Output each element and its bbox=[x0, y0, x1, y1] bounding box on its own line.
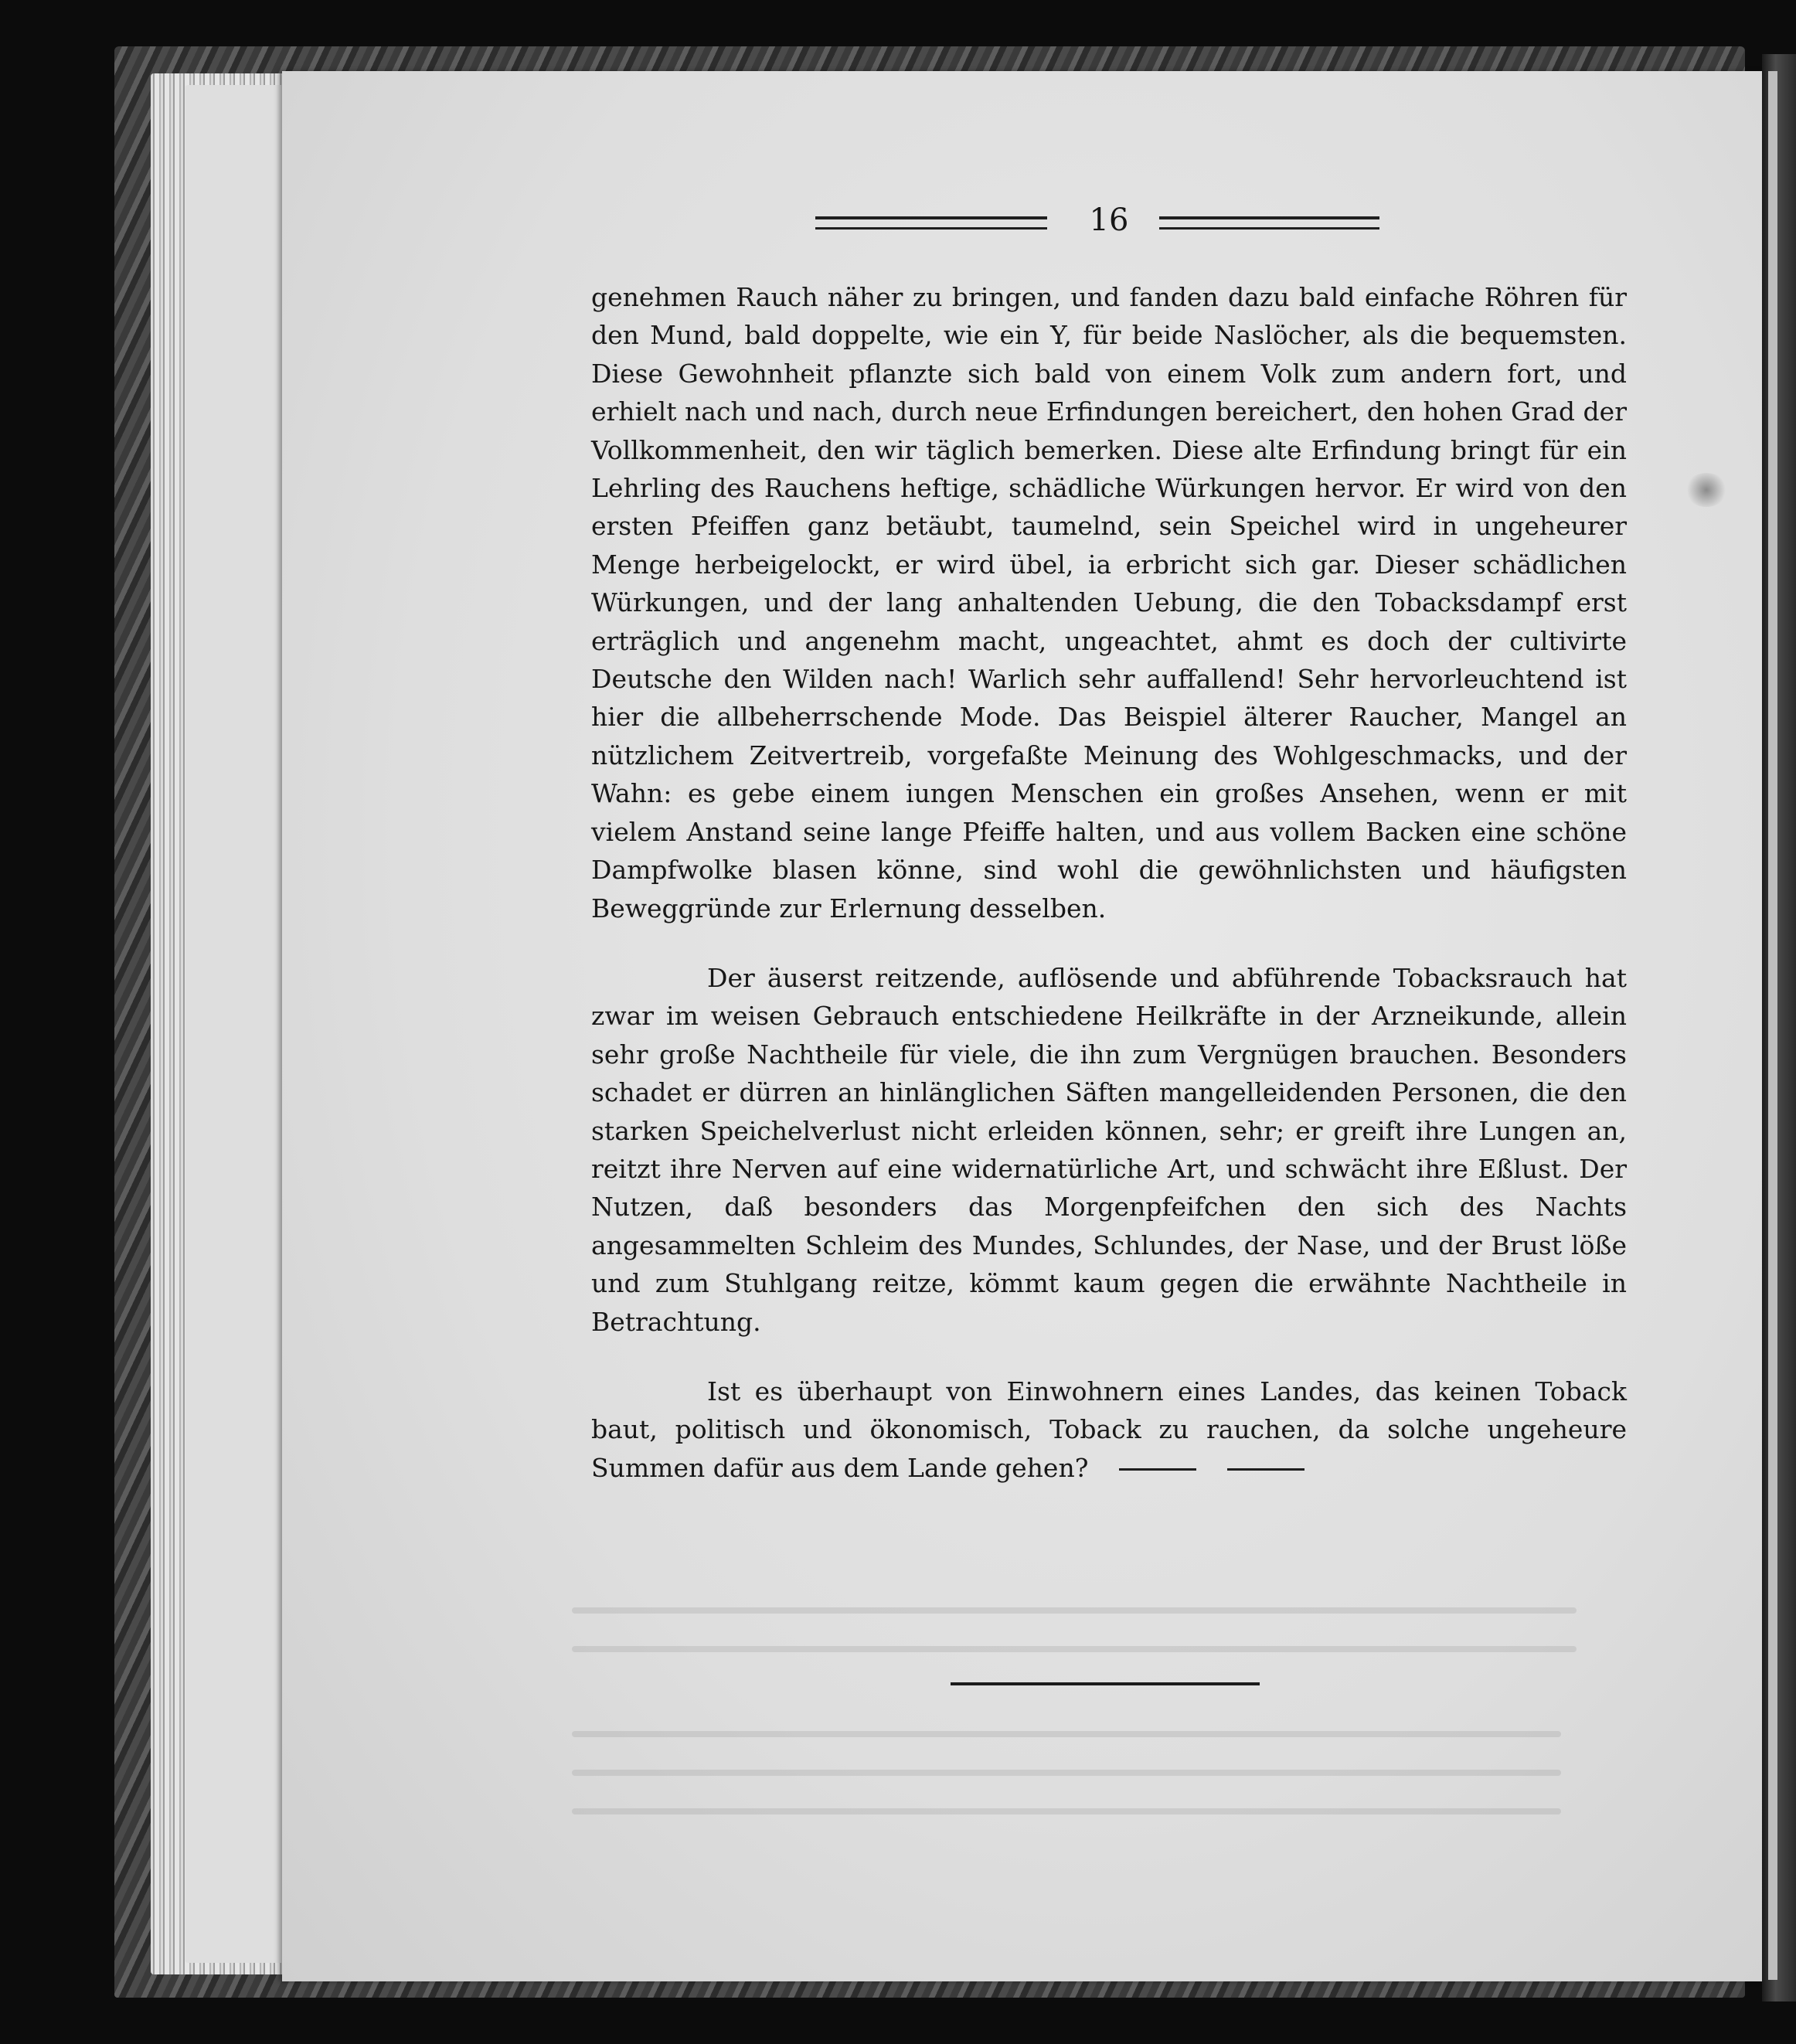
header-rule-right bbox=[1159, 216, 1379, 230]
page-number: 16 bbox=[1089, 202, 1129, 238]
next-leaf-edge bbox=[1768, 71, 1777, 1980]
running-head bbox=[815, 202, 1379, 241]
paragraph-2: Der äuserst reitzende, auflösende und abführende Tobacksrauch hat zwar im weisen Gebrauch entschiedene Heilkräfte in der Arzneikunde, allein sehr große Nachtheile für viele, die ihn zum Vergnügen brauchen. Besonders schadet er dürren an hinlänglichen Säften mangelleidenden Personen, die den starken Speichelverlust nicht erleiden können, sehr; er greift ihre Lungen an, reitzt ihre Nerven auf eine widernatürliche Art, und schwächt ihre Eßlust. Der Nutzen, daß besonders das Morgenpfeifchen den sich des Nachts angesammelten Schleim des Mundes, Schlundes, der Nase, und der Brust löße und zum Stuhlgang reitze, kömmt kaum gegen die erwähnte Nachtheile in Betrachtung. bbox=[591, 962, 1627, 1337]
binding-gutter bbox=[1762, 54, 1796, 2001]
paragraph-3 bbox=[591, 1372, 1627, 1487]
dash-mark bbox=[1119, 1468, 1196, 1471]
bleed-through-line bbox=[572, 1731, 1561, 1737]
bleed-through-line bbox=[572, 1607, 1577, 1614]
header-rule-left bbox=[815, 216, 1047, 230]
paragraph-1: genehmen Rauch näher zu bringen, und fanden dazu bald einfache Röhren für den Mund, bald doppelte, wie ein Y, für beide Naslöcher, als die bequemsten. Diese Gewohnheit pflanzte sich bald von einem Volk zum andern fort, und erhielt nach und nach, durch neue Erfindungen bereichert, den hohen Grad der Vollkommenheit, den wir täglich bemerken. Diese alte Erfindung bringt für ein Lehrling des Rauchens heftige, schädliche Würkungen hervor. Er wird von den ersten Pfeiffen ganz betäubt, taumelnd, sein Speichel wird in ungeheurer Menge herbeigelockt, er wird übel, ia erbricht sich gar. Dieser schädlichen Würkungen, und der lang anhaltenden Uebung, die den Tobacksdampf erst erträglich und angenehm macht, ungeachtet, ahmt es doch der cultivirte Deutsche den Wilden nach! Warlich sehr auffallend! Sehr hervorleuchtend ist hier die allbeherrschende Mode. Das Beispiel älterer Raucher, Mangel an nützlichem Zeitvertreib, vorgefaßte Meinung des Wohlgeschmacks, und der Wahn: es gebe einem iungen Menschen ein großes Ansehen, wenn er mit vielem Anstand seine lange Pfeiffe halten, und aus vollem Backen eine schöne Dampfwolke blasen könne, sind wohl die gewöhnlichsten und häufigsten Beweggründe zur Erlernung desselben. bbox=[591, 282, 1627, 923]
foxing-spot bbox=[1685, 473, 1728, 507]
dash-mark bbox=[1227, 1468, 1304, 1471]
bleed-through-line bbox=[572, 1770, 1561, 1776]
body-text bbox=[591, 278, 1627, 1487]
bleed-through-line bbox=[572, 1808, 1561, 1814]
bleed-through-line bbox=[572, 1646, 1577, 1652]
paragraph-3-text: Ist es überhaupt von Einwohnern eines Landes, das keinen Toback baut, politisch und ökonomisch, Toback zu rauchen, da solche ungeheure Summen dafür aus dem Lande gehen? bbox=[591, 1376, 1627, 1483]
closing-rule bbox=[951, 1682, 1260, 1685]
